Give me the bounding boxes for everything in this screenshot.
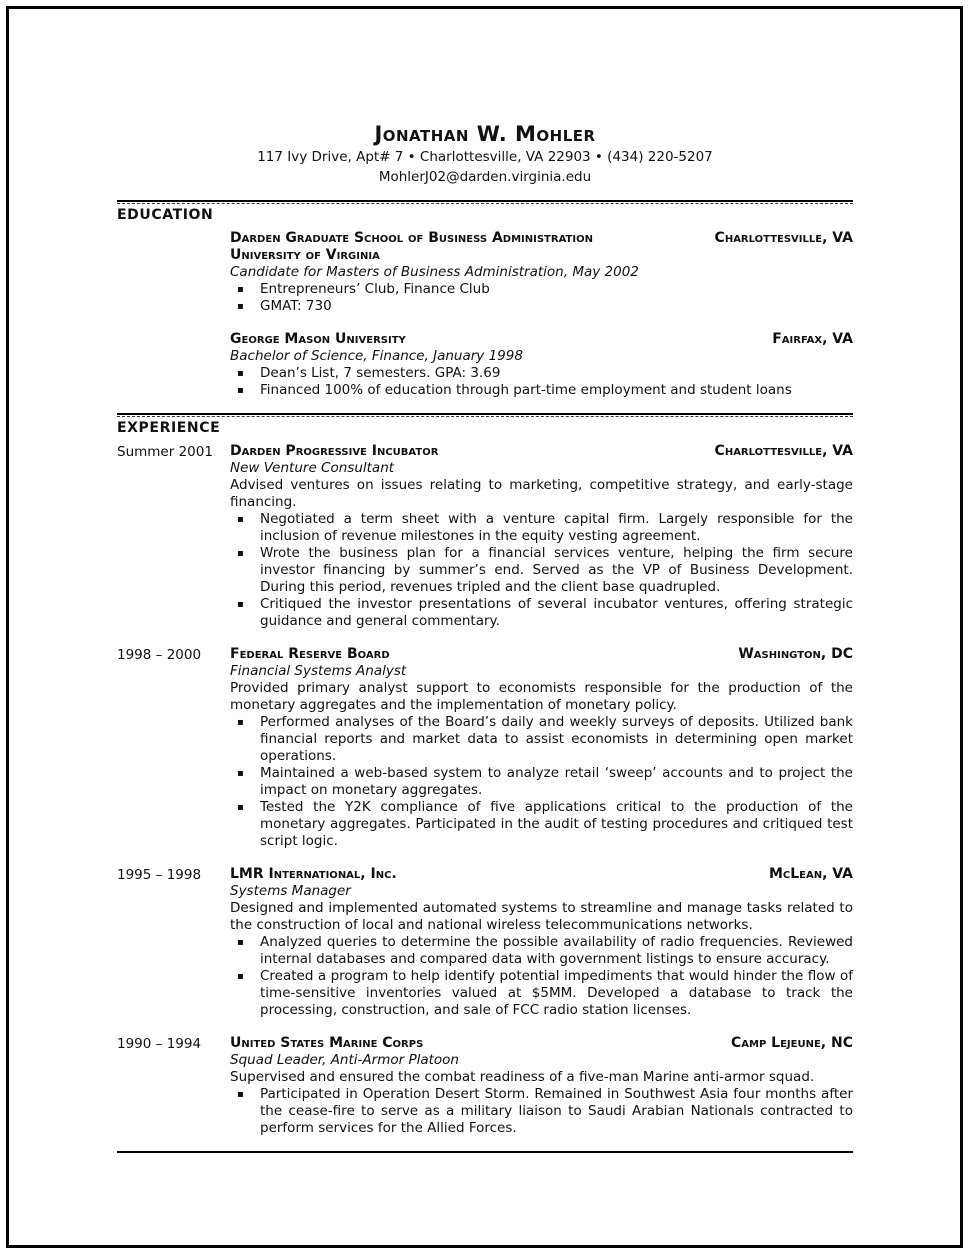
entry-head [230,646,853,663]
bullet-text: Critiqued the investor presentations of several incubator ventures, offering strategic guidance and general commentary. [260,596,853,629]
experience-entry [117,443,853,630]
experience-section-title: EXPERIENCE [117,420,221,436]
bullet-text: Dean’s List, 7 semesters. GPA: 3.69 [260,365,501,381]
bullet-square-icon: ▪ [237,768,244,779]
bullet-item [230,281,853,298]
experience-section-body [117,443,853,1137]
organization-name-line2: University of Virginia [230,247,380,263]
bullet-item [230,545,853,596]
entry-role: Bachelor of Science, Finance, January 1998 [230,348,523,364]
bullet-text: GMAT: 730 [260,298,332,314]
organization-name: George Mason University [230,331,406,347]
candidate-name: Jonathan W. Mohler [374,122,596,146]
organization-location: Washington, DC [738,646,853,662]
contact-line: 117 Ivy Drive, Apt# 7 • Charlottesville, VA 22903 • (434) 220-5207 [257,149,713,165]
entry-dates: Summer 2001 [117,444,213,460]
education-entry [117,230,853,315]
bullet-item [230,714,853,765]
bullet-square-icon: ▪ [237,301,244,312]
organization-location: Camp Lejeune, NC [731,1035,853,1051]
entry-bullets [230,281,853,315]
bullet-item [230,382,853,399]
bullet-item [230,934,853,968]
experience-entry [117,1035,853,1137]
bullet-square-icon: ▪ [237,971,244,982]
bullet-text: Performed analyses of the Board’s daily and weekly surveys of deposits. Utilized bank financial reports and market data to assist economists in determining open market operations. [260,714,853,764]
bullet-square-icon: ▪ [237,548,244,559]
entry-bullets [230,511,853,630]
bottom-rule [117,1151,853,1154]
organization-name: LMR International, Inc. [230,866,397,882]
entry-dates: 1998 – 2000 [117,647,202,663]
entry-bullets [230,365,853,399]
entry-role: Candidate for Masters of Business Administration, May 2002 [230,264,639,280]
entry-head [230,866,853,883]
entry-dates: 1990 – 1994 [117,1036,202,1052]
entry-bullets [230,714,853,850]
entry-summary: Supervised and ensured the combat readiness of a five-man Marine anti-armor squad. [230,1069,815,1085]
section-divider-rule [117,413,853,417]
bullet-square-icon: ▪ [237,937,244,948]
education-entry [117,331,853,399]
bullet-item [230,765,853,799]
bullet-item [230,298,853,315]
bullet-square-icon: ▪ [237,514,244,525]
entry-summary: Advised ventures on issues relating to marketing, competitive strategy, and early-stage financing. [230,477,853,510]
bullet-square-icon: ▪ [237,717,244,728]
entry-head [230,331,853,348]
education-section-title: EDUCATION [117,207,214,223]
bullet-text: Entrepreneurs’ Club, Finance Club [260,281,490,297]
bullet-text: Financed 100% of education through part-time employment and student loans [260,382,792,398]
bullet-item [230,968,853,1019]
entry-head [230,443,853,460]
experience-entry [117,646,853,850]
bullet-text: Participated in Operation Desert Storm. Remained in Southwest Asia four months after the cease-fire to serve as a military liaison to Saudi Arabian Nationals contracted to perform services for the Allied Forces. [260,1086,853,1136]
organization-location: Charlottesville, VA [714,443,853,459]
bullet-square-icon: ▪ [237,599,244,610]
entry-bullets [230,934,853,1019]
bullet-square-icon: ▪ [237,284,244,295]
bullet-item [230,511,853,545]
organization-location: Charlottesville, VA [714,230,853,246]
bullet-item [230,596,853,630]
section-education [117,206,853,399]
organization-location: Fairfax, VA [772,331,853,347]
organization-name: Darden Graduate School of Business Administration [230,230,593,246]
email-address: MohlerJ02@darden.virginia.edu [378,169,592,185]
entry-role: Systems Manager [230,883,351,899]
entry-dates: 1995 – 1998 [117,867,202,883]
entry-summary: Provided primary analyst support to economists responsible for the production of the monetary aggregates and the implementation of monetary policy. [230,680,853,713]
bullet-item [230,365,853,382]
section-divider-rule [117,200,853,204]
bullet-text: Negotiated a term sheet with a venture capital firm. Largely responsible for the inclusion of revenue milestones in the equity vesting agreement. [260,511,853,544]
entry-role: Squad Leader, Anti-Armor Platoon [230,1052,459,1068]
bullet-item [230,1086,853,1137]
resume-header [117,121,853,186]
bullet-text: Maintained a web-based system to analyze retail ‘sweep’ accounts and to project the impact on monetary aggregates. [260,765,853,798]
bullet-square-icon: ▪ [237,1089,244,1100]
experience-entry [117,866,853,1019]
entry-head [230,1035,853,1052]
entry-role: New Venture Consultant [230,460,395,476]
organization-location: McLean, VA [768,866,853,882]
bullet-text: Analyzed queries to determine the possible availability of radio frequencies. Reviewed internal databases and compared data with government listings to ensure accuracy. [260,934,853,967]
bullet-text: Tested the Y2K compliance of five applications critical to the production of the monetary aggregates. Participated in the audit of testing procedures and critiqued test script logic. [260,799,853,849]
bullet-text: Created a program to help identify potential impediments that would hinder the flow of time-sensitive inventories valued at $5MM. Developed a database to track the processing, construction, and sale of FCC radio station licenses. [260,968,853,1018]
page-border-frame [6,6,963,1248]
bullet-square-icon: ▪ [237,802,244,813]
entry-bullets [230,1086,853,1137]
entry-summary: Designed and implemented automated systems to streamline and manage tasks related to the construction of local and national wireless telecommunications networks. [230,900,853,933]
bullet-item [230,799,853,850]
education-section-body [117,230,853,399]
bullet-text: Wrote the business plan for a financial services venture, helping the firm secure investor financing by summer’s end. Served as the VP of Business Development. During this period, revenues tripled and the client base quadrupled. [260,545,853,595]
bullet-square-icon: ▪ [237,385,244,396]
bullet-square-icon: ▪ [237,368,244,379]
organization-name: Darden Progressive Incubator [230,443,439,459]
entry-head [230,230,853,247]
organization-name: Federal Reserve Board [230,646,390,662]
organization-name: United States Marine Corps [230,1035,424,1051]
section-experience [117,419,853,1137]
entry-role: Financial Systems Analyst [230,663,407,679]
